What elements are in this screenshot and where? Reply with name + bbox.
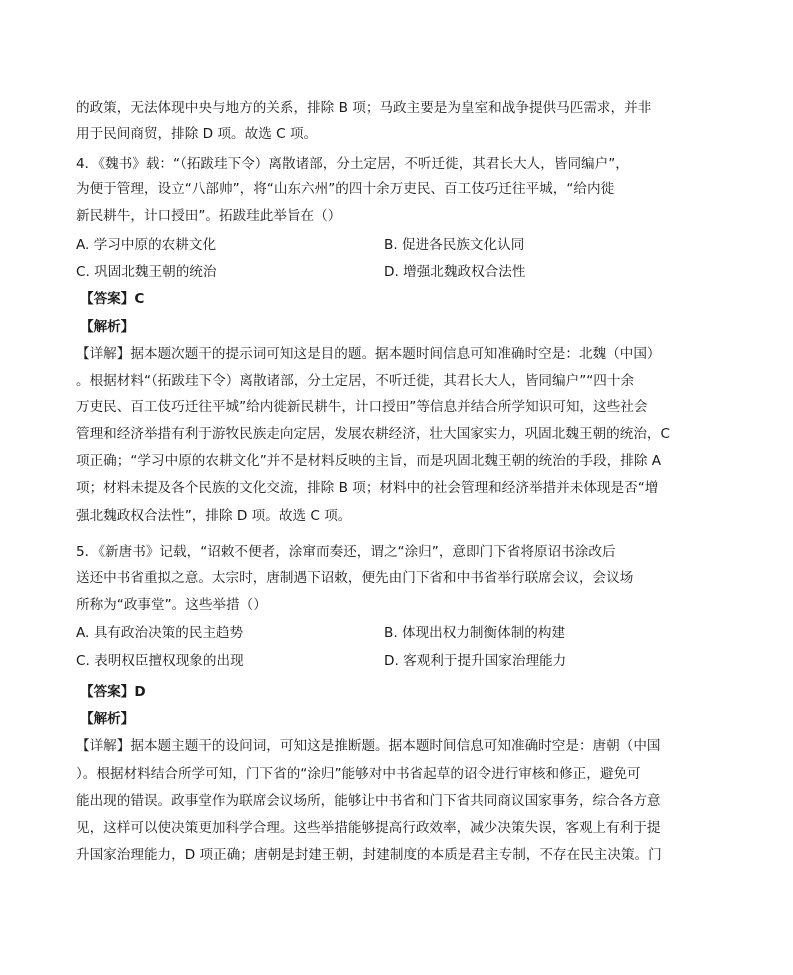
q4-detail-line-4: 管理和经济举措有利于游牧民族走向定居，发展农耕经济，壮大国家实力，巩固北魏王朝的统治，C [76,426,671,442]
q4-analysis-label: 【解析】 [80,319,135,335]
q4-option-c: C. 巩固北魏王朝的统治 [76,264,217,280]
q5-detail-line-2: ）。根据材料结合所学可知，门下省的“涂归”能够对中书省起草的诏令进行审核和修正，避免可 [76,766,641,782]
q5-stem-line-1: 5．《新唐书》记载，“诏敕不便者，涂窜而奏还，谓之“涂归”，意即门下省将原诏书涂改后 [76,544,616,560]
q4-option-d: D. 增强北魏政权合法性 [384,264,526,280]
q5-detail-line-3: 能出现的错误。政事堂作为联席会议场所，能够让中书省和门下省共同商议国家事务，综合各方意 [76,793,661,809]
q3-tail-line-1: 的政策，无法体现中央与地方的关系，排除 B 项；马政主要是为皇室和战争提供马匹需求，并非 [76,100,652,116]
q4-option-b: B. 促进各民族文化认同 [384,237,525,253]
q4-answer: 【答案】C [80,291,145,307]
q5-stem-line-3: 所称为“政事堂”。这些举措（） [76,597,267,613]
q5-answer: 【答案】D [80,684,146,700]
q5-detail-line-1: 【详解】据本题主题干的设问词，可知这是推断题。据本题时间信息可知准确时空是：唐朝（中国 [76,738,661,754]
q5-stem-line-2: 送还中书省重拟之意。太宗时，唐制遇下诏敕，便先由门下省和中书省举行联席会议，会议场 [76,570,634,586]
q5-analysis-label: 【解析】 [80,711,135,727]
q4-detail-line-6: 项；材料未提及各个民族的文化交流，排除 B 项；材料中的社会管理和经济举措并未体现是否“增 [76,480,659,496]
q5-option-a: A. 具有政治决策的民主趋势 [76,625,244,641]
q5-option-b: B. 体现出权力制衡体制的构建 [384,625,566,641]
q4-stem-line-1: 4．《魏书》载：“（拓跋珪下令）离散诸部，分土定居，不听迁徙，其君长大人，皆同编户”， [76,156,629,172]
q4-detail-line-3: 万吏民、百工伎巧迁往平城”给内徙新民耕牛，计口授田”等信息并结合所学知识可知，这些社会 [76,399,648,415]
q4-detail-line-5: 项正确；“学习中原的农耕文化”并不是材料反映的主旨，而是巩固北魏王朝的统治的手段，排除 A [76,453,662,469]
q5-option-c: C. 表明权臣擅权现象的出现 [76,653,244,669]
q4-detail-line-1: 【详解】据本题次题干的提示词可知这是目的题。据本题时间信息可知准确时空是：北魏（中国） [76,346,661,362]
q4-option-a: A. 学习中原的农耕文化 [76,237,217,253]
q4-detail-line-7: 强北魏政权合法性”，排除 D 项。故选 C 项。 [76,508,352,524]
q4-stem-line-2: 为便于管理，设立“八部帅”，将“山东六州”的四十余万吏民、百工伎巧迁往平城，“给内徙 [76,181,615,197]
q4-stem-line-3: 新民耕牛，计口授田”。拓跋珪此举旨在（） [76,208,342,224]
q4-detail-line-2: 。根据材料“（拓跋珪下令）离散诸部，分土定居，不听迁徙，其君长大人，皆同编户”“四十余 [76,373,635,389]
q5-detail-line-5: 升国家治理能力，D 项正确；唐朝是封建王朝，封建制度的本质是君主专制，不存在民主决策。门 [76,847,662,863]
q5-option-d: D. 客观利于提升国家治理能力 [384,653,567,669]
q5-detail-line-4: 见，这样可以使决策更加科学合理。这些举措能够提高行政效率，减少决策失误，客观上有利于提 [76,820,661,836]
q3-tail-line-2: 用于民间商贸，排除 D 项。故选 C 项。 [76,126,318,142]
